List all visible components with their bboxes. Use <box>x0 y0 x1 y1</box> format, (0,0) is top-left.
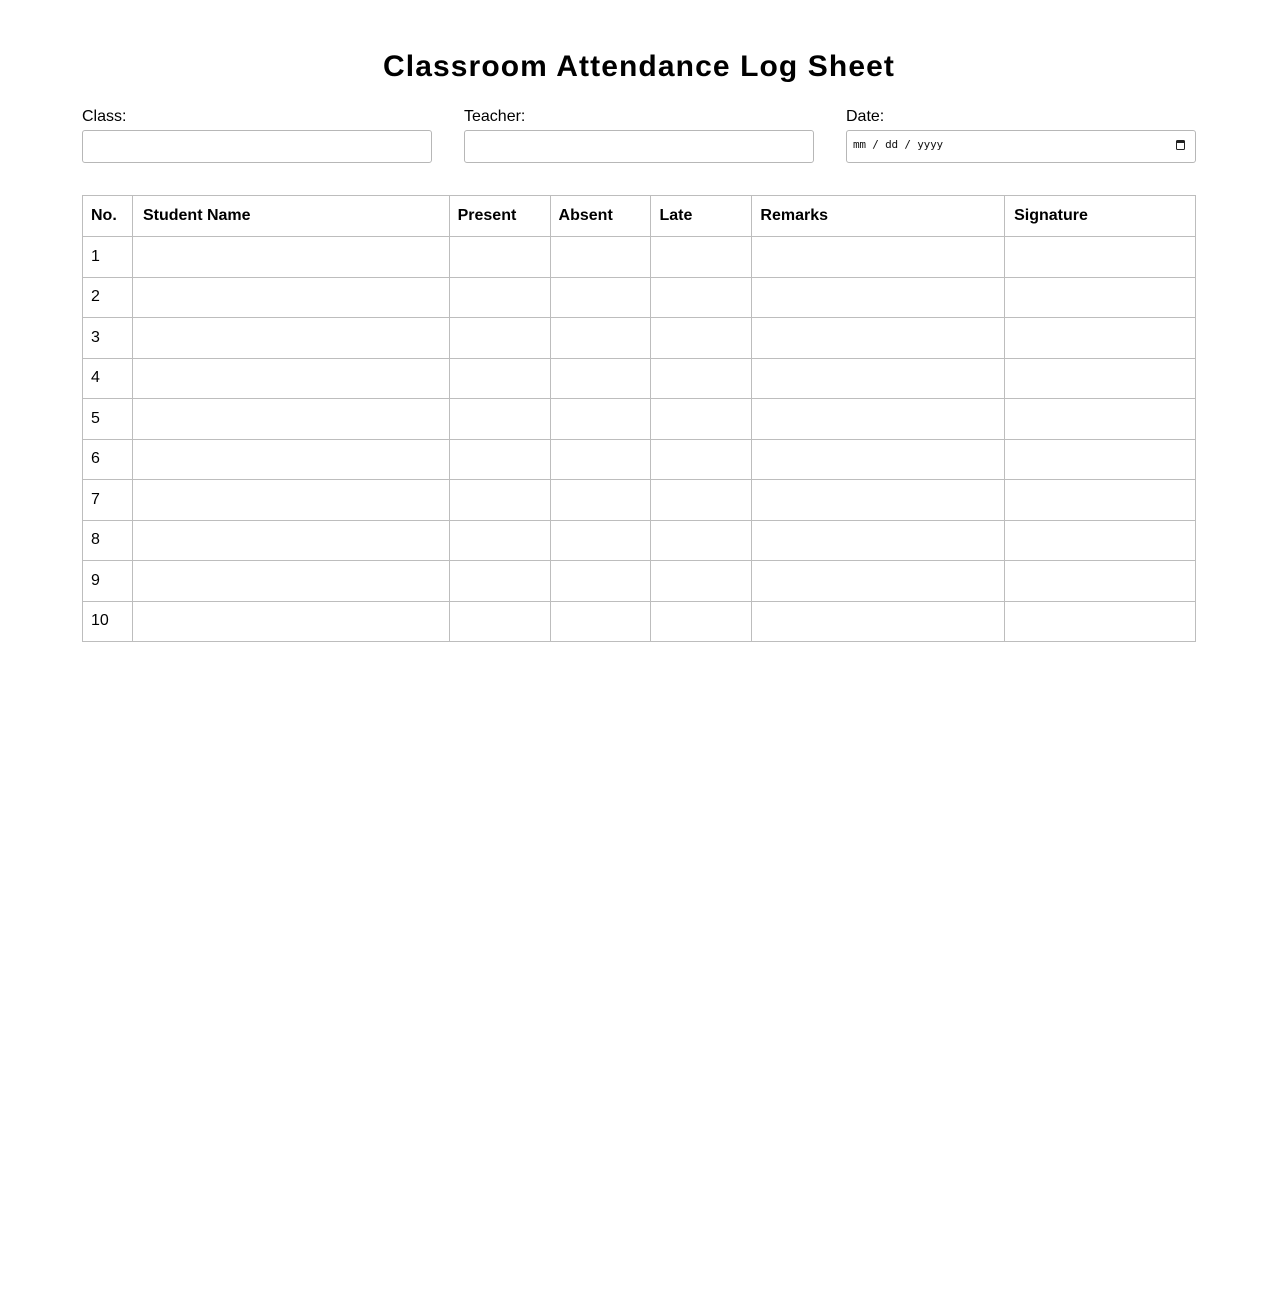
remarks-cell[interactable] <box>752 358 1005 399</box>
student-name-cell[interactable] <box>132 439 449 480</box>
row-number: 7 <box>83 480 133 521</box>
signature-cell[interactable] <box>1005 399 1196 440</box>
header-no: No. <box>83 196 133 237</box>
class-label: Class: <box>82 108 127 125</box>
header-student-name: Student Name <box>132 196 449 237</box>
header-absent: Absent <box>550 196 651 237</box>
student-name-cell[interactable] <box>132 561 449 602</box>
signature-cell[interactable] <box>1005 561 1196 602</box>
signature-cell[interactable] <box>1005 439 1196 480</box>
calendar-icon[interactable] <box>1176 140 1185 150</box>
remarks-cell[interactable] <box>752 277 1005 318</box>
table-row <box>83 277 1196 318</box>
student-name-cell[interactable] <box>132 399 449 440</box>
table-row <box>83 358 1196 399</box>
teacher-field-group <box>464 108 814 163</box>
student-name-cell[interactable] <box>132 520 449 561</box>
table-row <box>83 601 1196 642</box>
present-cell[interactable] <box>449 358 550 399</box>
absent-cell[interactable] <box>550 358 651 399</box>
late-cell[interactable] <box>651 277 752 318</box>
late-cell[interactable] <box>651 399 752 440</box>
remarks-cell[interactable] <box>752 601 1005 642</box>
row-number: 8 <box>83 520 133 561</box>
signature-cell[interactable] <box>1005 480 1196 521</box>
absent-cell[interactable] <box>550 277 651 318</box>
absent-cell[interactable] <box>550 399 651 440</box>
date-placeholder: mm / dd / yyyy <box>853 138 943 151</box>
row-number: 2 <box>83 277 133 318</box>
late-cell[interactable] <box>651 561 752 602</box>
page-title: Classroom Attendance Log Sheet <box>383 50 895 83</box>
table-header-row <box>83 196 1196 237</box>
remarks-cell[interactable] <box>752 318 1005 359</box>
remarks-cell[interactable] <box>752 480 1005 521</box>
absent-cell[interactable] <box>550 601 651 642</box>
absent-cell[interactable] <box>550 439 651 480</box>
teacher-label: Teacher: <box>464 108 526 125</box>
table-row <box>83 561 1196 602</box>
late-cell[interactable] <box>651 439 752 480</box>
student-name-cell[interactable] <box>132 358 449 399</box>
row-number: 6 <box>83 439 133 480</box>
class-field-group <box>82 108 432 163</box>
row-number: 5 <box>83 399 133 440</box>
signature-cell[interactable] <box>1005 601 1196 642</box>
student-name-cell[interactable] <box>132 601 449 642</box>
table-row <box>83 237 1196 278</box>
date-field-group <box>846 108 1196 163</box>
late-cell[interactable] <box>651 520 752 561</box>
present-cell[interactable] <box>449 318 550 359</box>
late-cell[interactable] <box>651 237 752 278</box>
present-cell[interactable] <box>449 277 550 318</box>
row-number: 9 <box>83 561 133 602</box>
table-row <box>83 480 1196 521</box>
attendance-table <box>82 195 1196 642</box>
student-name-cell[interactable] <box>132 318 449 359</box>
row-number: 3 <box>83 318 133 359</box>
late-cell[interactable] <box>651 358 752 399</box>
present-cell[interactable] <box>449 439 550 480</box>
student-name-cell[interactable] <box>132 237 449 278</box>
student-name-cell[interactable] <box>132 277 449 318</box>
table-row <box>83 318 1196 359</box>
header-remarks: Remarks <box>752 196 1005 237</box>
header-signature: Signature <box>1005 196 1196 237</box>
present-cell[interactable] <box>449 520 550 561</box>
row-number: 1 <box>83 237 133 278</box>
present-cell[interactable] <box>449 561 550 602</box>
class-input[interactable] <box>82 130 432 163</box>
signature-cell[interactable] <box>1005 277 1196 318</box>
header-fields <box>82 108 1196 164</box>
signature-cell[interactable] <box>1005 318 1196 359</box>
row-number: 10 <box>83 601 133 642</box>
table-row <box>83 399 1196 440</box>
absent-cell[interactable] <box>550 318 651 359</box>
remarks-cell[interactable] <box>752 237 1005 278</box>
teacher-input[interactable] <box>464 130 814 163</box>
absent-cell[interactable] <box>550 520 651 561</box>
late-cell[interactable] <box>651 318 752 359</box>
present-cell[interactable] <box>449 237 550 278</box>
absent-cell[interactable] <box>550 480 651 521</box>
signature-cell[interactable] <box>1005 237 1196 278</box>
signature-cell[interactable] <box>1005 520 1196 561</box>
remarks-cell[interactable] <box>752 520 1005 561</box>
header-late: Late <box>651 196 752 237</box>
absent-cell[interactable] <box>550 237 651 278</box>
student-name-cell[interactable] <box>132 480 449 521</box>
table-row <box>83 439 1196 480</box>
date-label: Date: <box>846 108 885 125</box>
late-cell[interactable] <box>651 480 752 521</box>
present-cell[interactable] <box>449 601 550 642</box>
table-row <box>83 520 1196 561</box>
remarks-cell[interactable] <box>752 561 1005 602</box>
date-input[interactable] <box>846 130 1196 163</box>
signature-cell[interactable] <box>1005 358 1196 399</box>
remarks-cell[interactable] <box>752 399 1005 440</box>
remarks-cell[interactable] <box>752 439 1005 480</box>
row-number: 4 <box>83 358 133 399</box>
present-cell[interactable] <box>449 480 550 521</box>
present-cell[interactable] <box>449 399 550 440</box>
absent-cell[interactable] <box>550 561 651 602</box>
header-present: Present <box>449 196 550 237</box>
late-cell[interactable] <box>651 601 752 642</box>
